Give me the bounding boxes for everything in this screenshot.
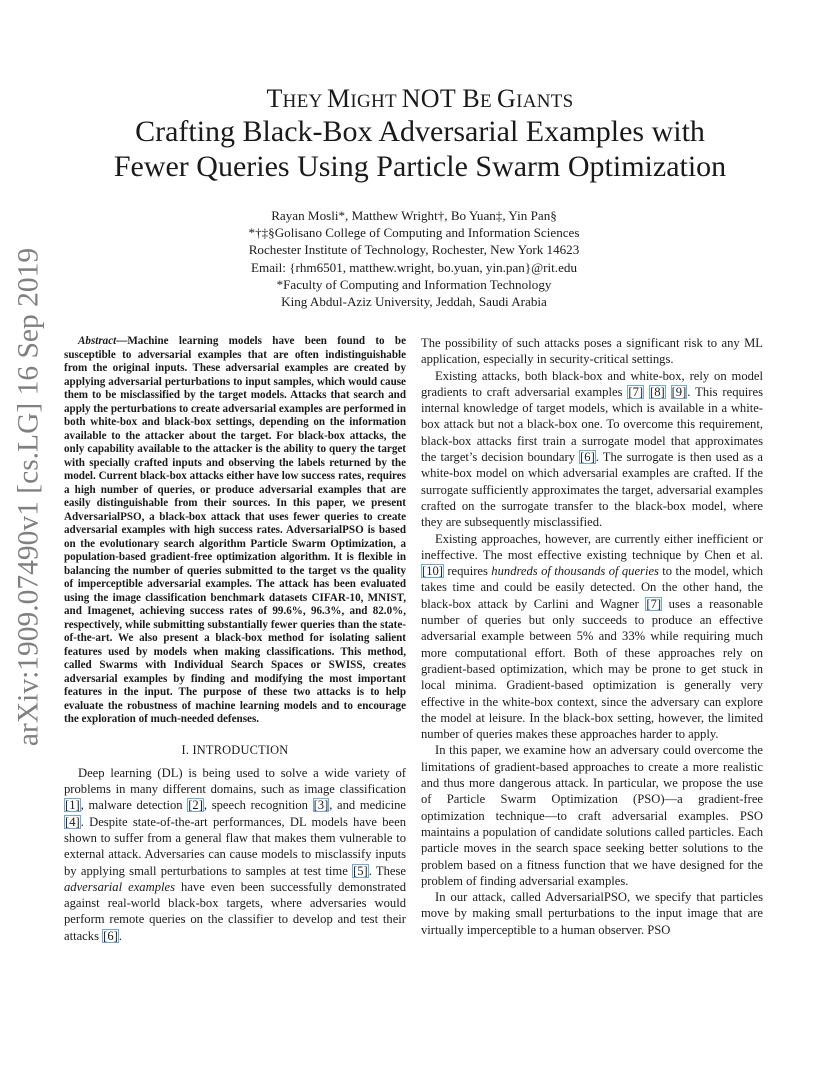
citation-link[interactable]: [4]: [65, 814, 80, 829]
paper-title: [40, 114, 800, 184]
citation-link[interactable]: [8]: [650, 384, 665, 399]
affiliation-2: *Faculty of Computing and Information Technology: [276, 276, 552, 292]
citation-link[interactable]: [5]: [353, 863, 368, 878]
author-emails: Email: {rhm6501, matthew.wright, bo.yuan, yin.pan}@rit.edu: [251, 259, 577, 275]
citation-link[interactable]: [7]: [646, 596, 662, 611]
citation-link[interactable]: [6]: [103, 928, 118, 943]
citation-link[interactable]: [6]: [580, 450, 595, 465]
citation-link[interactable]: [10]: [422, 564, 443, 579]
affiliation-2-address: King Abdul-Aziz University, Jeddah, Saudi Arabia: [281, 294, 547, 310]
paragraph: In this paper, we examine how an adversary could overcome the limitations of gradient-based approaches to create a more realistic and thus more dangerous attack. In particular, we propose the use of Particle Swarm Optimization (PSO)—a gradient-free optimization technique—to craft adversarial examples. PSO maintains a population of candidate solutions called particles. Each particle moves in the search space seeking better solutions to the problem based on a fitness function that we have designed for the problem of finding adversarial examples.: [421, 743, 763, 888]
arxiv-stamp: [8, 247, 50, 747]
author-names: Rayan Mosli*, Matthew Wright†, Bo Yuan‡, Yin Pan§: [271, 208, 557, 223]
affiliation-1: *†‡§Golisano College of Computing and Information Sciences: [248, 225, 580, 241]
paragraph: Existing approaches, however, are currently either inefficient or ineffective. The most effective existing technique by Chen et al. [10] requires hundreds of thousands of queries to the model, which takes time and could be easily detected. On the other hand, the black-box attack by Carlini and Wagner [7] uses a reasonable number of queries but only succeeds to produce an effective adversarial example between 5% and 33% while requiring much more computational effort. Both of these approaches rely on gradient-based optimization, which may be prone to get stuck in local minima. Gradient-based optimization is generally very effective in the white-box context, since the adversary can explore the model at leisure. In the black-box setting, however, the limited number of queries makes these approaches harder to apply.: [421, 531, 763, 742]
paragraph: Existing attacks, both black-box and white-box, rely on model gradients to craft adversarial examples [7] [8] [9]. This requires internal knowledge of target models, which is available in a white-box attack but not a black-box one. To overcome this requirement, black-box attacks first train a surrogate model that approximates the target’s decision boundary [6]. The surrogate is then used as a white-box model on which adversarial examples are crafted. If the surrogate sufficiently approximates the target, adversarial examples crafted on the surrogate transfer to the black-box model, where they are subsequently misclassified.: [421, 368, 763, 530]
title-line-3: Fewer Queries Using Particle Swarm Optimization: [113, 150, 727, 183]
section-heading: I. INTRODUCTION: [181, 742, 289, 757]
citation-link[interactable]: [7]: [628, 384, 644, 399]
citation-link[interactable]: [3]: [313, 798, 329, 813]
citation-link[interactable]: [1]: [65, 798, 80, 813]
abstract-text: —Machine learning models have been found to be susceptible to adversarial examples that are often indistinguishable from the original inputs. These adversarial examples are created by applying adversarial perturbations to input samples, which would cause them to be misclassified by the target models. Attacks that search and apply the perturbations to create adversarial examples are performed in both white-box and black-box settings, depending on the information available to the attacker about the target. For black-box attacks, the only capability available to the attacker is the ability to query the target with specially crafted inputs and observing the labels returned by the model. Current black-box attacks either have low success rates, requires a high number of queries, or produce adversarial examples that are easily distinguishable from their sources. In this paper, we present AdversarialPSO, a black-box attack that uses fewer queries to create adversarial examples with high success rates. AdversarialPSO is based on the evolutionary search algorithm Particle Swarm Optimization, a population-based gradient-free optimization algorithm. It is flexible in balancing the number of queries submitted to the target vs the quality of imperceptible adversarial examples. The attack has been evaluated using the image classification benchmark datasets CIFAR-10, MNIST, and Imagenet, achieving success rates of 99.6%, 96.3%, and 82.0%, respectively, while submitting substantially fewer queries than the state-of-the-art. We also present a black-box method for isolating salient features used by models when making classifications. This method, called Swarms with Individual Search Spaces or SWISS, creates adversarial examples by finding and modifying the most important features in the input. The purpose of these two attacks is to help evaluate the robustness of machine learning models and to encourage the exploration of much-needed defenses.: [64, 335, 406, 725]
citation-link[interactable]: [9]: [671, 384, 687, 399]
citation-link[interactable]: [2]: [188, 798, 203, 813]
title-line-1: THEY MIGHT NOT BE GIANTS: [266, 84, 574, 113]
affiliation-1-address: Rochester Institute of Technology, Rochester, New York 14623: [248, 242, 580, 258]
abstract: [64, 335, 406, 727]
right-column: [421, 335, 763, 938]
paragraph: In our attack, called AdversarialPSO, we specify that particles move by making small perturbations to the input image that are virtually imperceptible to a human observer. PSO: [421, 890, 763, 937]
arxiv-stamp-text: arXiv:1909.07490v1 [cs.LG] 16 Sep 2019: [12, 247, 45, 747]
paragraph: The possibility of such attacks poses a significant risk to any ML application, especially in security-critical settings.: [421, 336, 763, 367]
left-column: [64, 335, 406, 944]
intro-paragraph: Deep learning (DL) is being used to solve a wide variety of problems in many different domains, such as image classification [1], malware detection [2], speech recognition [3], and medicine [4]. Despite state-of-the-art performances, DL models have been shown to suffer from a general flaw that makes them vulnerable to external attack. Adversaries can cause models to misclassify inputs by applying small perturbations to samples at test time [5]. These adversarial examples have even been successfully demonstrated against real-world black-box targets, where adversaries would perform remote queries on the classifier to develop and test their attacks [6].: [64, 765, 407, 943]
title-line-2: Crafting Black-Box Adversarial Examples with: [135, 115, 705, 148]
abstract-label: Abstract: [78, 335, 117, 347]
author-block: [120, 207, 708, 310]
